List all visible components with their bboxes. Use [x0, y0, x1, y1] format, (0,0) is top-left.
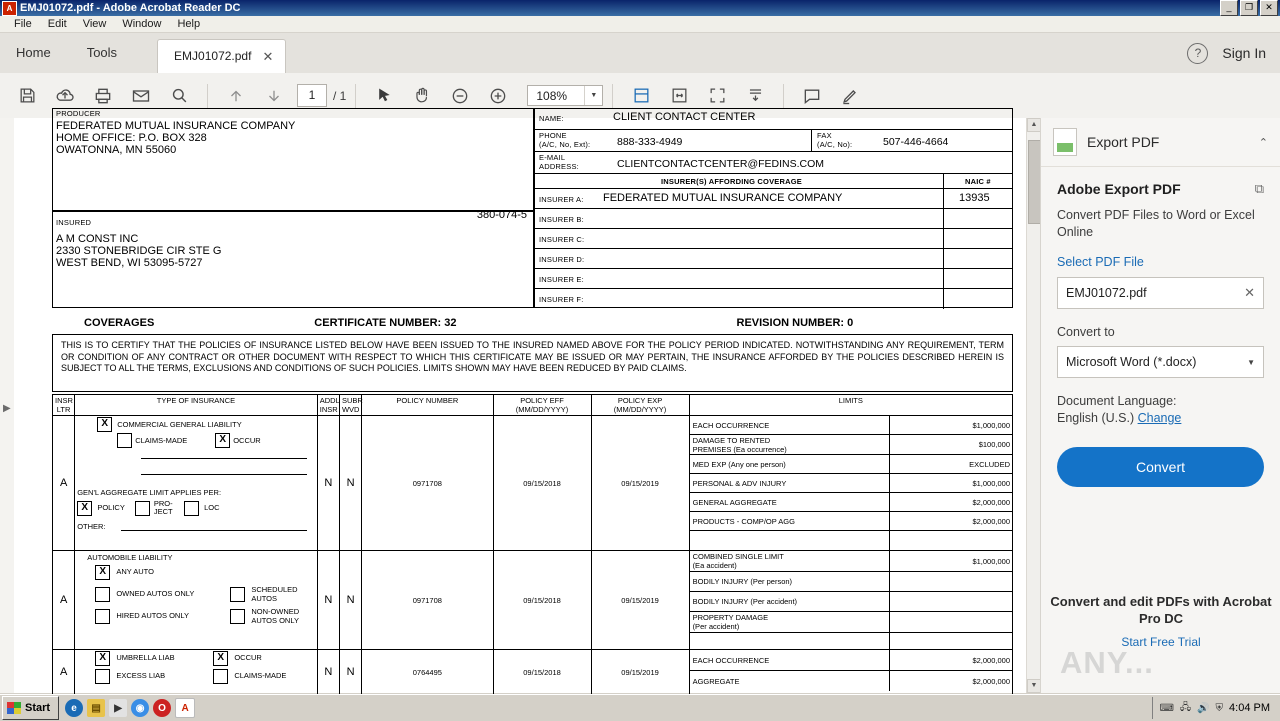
limit-label: BODILY INJURY (Per accident) — [690, 592, 890, 612]
table-row — [53, 650, 1013, 695]
table-row — [53, 551, 1013, 650]
contact-email-label: E-MAIL — [539, 153, 566, 162]
export-pdf-header[interactable] — [1041, 118, 1280, 167]
insurer-b-label: INSURER B: — [539, 215, 584, 224]
limit-value: $2,000,000 — [889, 512, 1012, 531]
limit-value: $2,000,000 — [972, 676, 1010, 686]
chevron-down-icon[interactable]: ▼ — [1247, 357, 1255, 367]
limit-label: GENERAL AGGREGATE — [690, 493, 890, 512]
opera-icon[interactable]: O — [153, 699, 171, 717]
print-icon[interactable] — [88, 81, 118, 111]
limit-label: DAMAGE TO RENTED PREMISES (Ea occurrence) — [690, 435, 890, 455]
volume-icon[interactable]: 🔊 — [1197, 702, 1210, 714]
export-pdf-icon — [1053, 128, 1077, 156]
checkbox-policy[interactable]: X — [77, 501, 92, 516]
row-cgl-subr: N — [339, 416, 361, 551]
clock[interactable]: 4:04 PM — [1229, 702, 1270, 714]
selected-file-name: EMJ01072.pdf — [1066, 286, 1147, 300]
limit-label: EACH OCCURRENCE — [690, 650, 890, 671]
row-umb-subr: N — [339, 650, 361, 695]
contact-phone-sub: (A/C, No, Ext): — [539, 140, 591, 149]
close-button[interactable]: ✕ — [1260, 0, 1278, 16]
row-cgl-addl: N — [317, 416, 339, 551]
page-down-icon[interactable] — [259, 81, 289, 111]
cgl-label: COMMERCIAL GENERAL LIABILITY — [117, 420, 242, 429]
hand-tool-icon[interactable] — [407, 81, 437, 111]
ie-icon[interactable]: e — [65, 699, 83, 717]
convert-to-label: Convert to — [1057, 325, 1115, 339]
start-label: Start — [25, 702, 51, 714]
insured-line-2: 2330 STONEBRIDGE CIR STE G — [56, 245, 222, 257]
col-type-of-insurance: TYPE OF INSURANCE — [75, 395, 318, 416]
insurers-header: INSURER(S) AFFORDING COVERAGE — [661, 177, 802, 186]
producer-line-3: OWATONNA, MN 55060 — [56, 144, 177, 156]
contact-fax-sub: (A/C, No): — [817, 140, 853, 149]
checkbox-scheduled-autos[interactable] — [230, 587, 245, 602]
tab-document-label: EMJ01072.pdf — [174, 49, 252, 63]
auto-liability-label: AUTOMOBILE LIABILITY — [87, 553, 173, 562]
insured-label: INSURED — [56, 218, 92, 227]
limit-value: $2,000,000 — [889, 493, 1012, 512]
claims-made-label: CLAIMS-MADE — [135, 436, 188, 445]
comment-icon[interactable] — [797, 81, 827, 111]
acord-certificate-form — [38, 109, 1013, 686]
checkbox-umb-claims-made[interactable] — [213, 669, 228, 684]
select-pdf-file-link[interactable]: Select PDF File — [1057, 255, 1144, 269]
menu-item-file[interactable]: File — [14, 18, 32, 30]
row-umb-eff: 09/15/2018 — [493, 650, 591, 695]
menu-bar — [0, 16, 1280, 33]
insured-line-3: WEST BEND, WI 53095-5727 — [56, 257, 203, 269]
convert-to-value: Microsoft Word (*.docx) — [1066, 355, 1197, 369]
limit-label — [690, 633, 890, 650]
search-icon[interactable] — [164, 81, 194, 111]
chevron-down-icon[interactable]: ▼ — [584, 86, 602, 105]
policies-table — [52, 394, 1013, 695]
row-umb-exp: 09/15/2019 — [591, 650, 689, 695]
close-icon[interactable]: ✕ — [262, 49, 274, 64]
checkbox-any-auto[interactable]: X — [95, 565, 110, 580]
row-cgl-policy-number: 0971708 — [362, 416, 493, 551]
page-navigator — [297, 84, 346, 107]
insurer-d-label: INSURER D: — [539, 255, 585, 264]
limit-value — [889, 633, 1012, 650]
limit-value: $1,000,000 — [889, 416, 1012, 435]
limit-label: EACH OCCURRENCE — [690, 416, 890, 435]
help-icon[interactable]: ? — [1187, 43, 1208, 64]
page-up-icon[interactable] — [221, 81, 251, 111]
full-screen-icon[interactable] — [702, 81, 732, 111]
limit-label: PERSONAL & ADV INJURY — [690, 474, 890, 493]
save-icon[interactable] — [12, 81, 42, 111]
producer-label: PRODUCER — [56, 109, 101, 118]
contact-phone-label: PHONE — [539, 131, 567, 140]
insured-line-1: A M CONST INC — [56, 233, 139, 245]
limit-label: PRODUCTS - COMP/OP AGG — [690, 512, 890, 531]
convert-to-select[interactable] — [1057, 346, 1264, 378]
limit-value: $1,000,000 — [889, 551, 1012, 572]
scroll-down-button[interactable]: ▼ — [1027, 679, 1041, 693]
policies-table-header — [53, 395, 1013, 416]
contact-name-label: NAME: — [539, 114, 564, 123]
window-title: EMJ01072.pdf - Adobe Acrobat Reader DC — [20, 2, 241, 14]
col-insr-ltr: INSR LTR — [53, 395, 75, 416]
row-umb-type — [75, 650, 318, 695]
export-pdf-subtitle: Convert PDF Files to Word or Excel Online — [1057, 208, 1255, 239]
navigation-pane-strip[interactable] — [0, 118, 15, 693]
fit-page-icon[interactable] — [626, 81, 656, 111]
checkbox-cgl[interactable]: X — [97, 417, 112, 432]
page-number-input[interactable]: 1 — [297, 84, 327, 107]
window-controls — [1220, 0, 1280, 16]
window-title-bar — [0, 0, 1280, 16]
tab-document[interactable] — [157, 39, 286, 73]
vertical-scrollbar[interactable] — [1026, 118, 1041, 693]
non-owned-autos-label: NON-OWNED AUTOS ONLY — [251, 607, 300, 625]
insurer-e-label: INSURER E: — [539, 275, 584, 284]
change-language-link[interactable]: Change — [1137, 411, 1182, 425]
row-auto-addl: N — [317, 551, 339, 650]
umb-occur-label: OCCUR — [234, 653, 262, 663]
pdf-page — [14, 109, 1026, 693]
limit-label — [690, 531, 890, 551]
chevron-up-icon[interactable]: ⌃ — [1258, 136, 1268, 149]
any-auto-label: ANY AUTO — [116, 567, 154, 577]
copy-icon[interactable]: ⧉ — [1254, 181, 1264, 196]
row-auto-insr: A — [53, 551, 75, 650]
checkbox-project[interactable] — [135, 501, 150, 516]
project-label: PRO- JECT — [153, 499, 173, 516]
highlight-pen-icon[interactable] — [835, 81, 865, 111]
windows-flag-icon — [7, 702, 21, 714]
col-subr-wvd: SUBR WVD — [339, 395, 361, 416]
row-cgl-insr: A — [53, 416, 75, 551]
insurer-c-label: INSURER C: — [539, 235, 585, 244]
occur-label: OCCUR — [233, 436, 261, 445]
export-pdf-panel — [1040, 118, 1280, 693]
checkbox-umb-occur[interactable]: X — [213, 651, 228, 666]
keyboard-icon[interactable]: ⌨ — [1159, 702, 1174, 714]
selected-file-field[interactable] — [1057, 277, 1264, 309]
contact-phone-value: 888-333-4949 — [617, 136, 683, 148]
contact-fax-value: 507-446-4664 — [883, 136, 949, 148]
row-auto-type — [75, 551, 318, 650]
insured-code: 380-074-5 — [476, 209, 527, 221]
chrome-icon[interactable]: ◉ — [131, 699, 149, 717]
promo-line-1: Convert and edit PDFs with Acrobat Pro DC — [1050, 594, 1272, 626]
checkbox-hired-autos-only[interactable] — [95, 609, 110, 624]
certificate-disclaimer: THIS IS TO CERTIFY THAT THE POLICIES OF INSURANCE LISTED BELOW HAVE BEEN ISSUED TO THE INSURED NAMED ABOVE FOR THE POLICY PERIOD INDICATED. NOTWITHSTANDING ANY REQUIREMENT, TERM OR CONDITION OF ANY CONTRACT OR OTHER DOCUMENT WITH RESPECT TO WHICH THIS CERTIFICATE MAY BE ISSUED OR MAY PERTAIN, THE INSURANCE AFFORDED BY THE POLICIES DESCRIBED HEREIN IS SUBJECT TO ALL THE TERMS, EXCLUSIONS AND CONDITIONS OF SUCH POLICIES. LIMITS SHOWN MAY HAVE BEEN REDUCED BY PAID CLAIMS. — [52, 334, 1013, 392]
zoom-level-select[interactable] — [527, 85, 603, 106]
coverages-label: COVERAGES — [84, 317, 155, 329]
checkbox-excess-liab[interactable] — [95, 669, 110, 684]
adobe-export-pdf-title: Adobe Export PDF — [1057, 181, 1181, 197]
acrobat-pro-promo — [1041, 593, 1280, 649]
checkbox-owned-autos-only[interactable] — [95, 587, 110, 602]
minimize-button[interactable]: _ — [1220, 0, 1238, 16]
table-row — [53, 416, 1013, 551]
checkbox-loc[interactable] — [184, 501, 199, 516]
col-policy-eff: POLICY EFF (MM/DD/YYYY) — [493, 395, 591, 416]
umbrella-liab-label: UMBRELLA LIAB — [116, 653, 175, 663]
limit-value — [889, 572, 1012, 592]
scroll-mode-icon[interactable] — [740, 81, 770, 111]
contact-name-value: CLIENT CONTACT CENTER — [613, 111, 756, 123]
checkbox-umbrella-liab[interactable]: X — [95, 651, 110, 666]
menu-item-view[interactable]: View — [82, 18, 107, 30]
scroll-up-button[interactable]: ▲ — [1027, 118, 1041, 132]
row-auto-eff: 09/15/2018 — [493, 551, 591, 650]
start-button[interactable] — [2, 696, 59, 720]
checkbox-non-owned-autos-only[interactable] — [230, 609, 245, 624]
limit-value: EXCLUDED — [889, 455, 1012, 474]
row-umb-addl: N — [317, 650, 339, 695]
network-icon[interactable]: 🖧 — [1179, 701, 1192, 713]
row-cgl-eff: 09/15/2018 — [493, 416, 591, 551]
language-value-text: English (U.S.) — [1057, 411, 1135, 425]
row-auto-exp: 09/15/2019 — [591, 551, 689, 650]
excess-liab-label: EXCESS LIAB — [116, 671, 166, 681]
naic-header: NAIC # — [965, 177, 991, 186]
col-policy-number: POLICY NUMBER — [362, 395, 493, 416]
menu-item-help[interactable]: Help — [177, 18, 201, 30]
other-label: OTHER: — [77, 522, 106, 531]
fit-width-icon[interactable] — [664, 81, 694, 111]
producer-line-2: HOME OFFICE: P.O. BOX 328 — [56, 132, 207, 144]
insurer-a-name: FEDERATED MUTUAL INSURANCE COMPANY — [603, 192, 843, 204]
upload-cloud-icon[interactable] — [50, 81, 80, 111]
insurer-a-label: INSURER A: — [539, 195, 584, 204]
select-cursor-icon[interactable] — [369, 81, 399, 111]
document-language-label: Document Language: — [1057, 394, 1177, 408]
row-umb-policy-number: 0764495 — [362, 650, 493, 695]
clear-file-icon[interactable]: ✕ — [1244, 285, 1255, 300]
limit-value — [889, 592, 1012, 612]
row-cgl-type — [75, 416, 318, 551]
insurer-f-label: INSURER F: — [539, 295, 584, 304]
menu-item-window[interactable]: Window — [122, 18, 162, 30]
row-cgl-exp: 09/15/2019 — [591, 416, 689, 551]
checkbox-occur[interactable]: X — [215, 433, 230, 448]
convert-button[interactable]: Convert — [1057, 447, 1264, 487]
maximize-button[interactable]: ❐ — [1240, 0, 1258, 16]
export-pdf-title: Export PDF — [1087, 134, 1160, 150]
row-auto-subr: N — [339, 551, 361, 650]
gen-agg-applies-label: GEN'L AGGREGATE LIMIT APPLIES PER: — [77, 488, 222, 497]
limit-value: $100,000 — [889, 435, 1012, 455]
quick-launch — [65, 698, 195, 718]
limit-value: $2,000,000 — [889, 650, 1012, 671]
tab-tools[interactable]: Tools — [86, 45, 118, 60]
loc-label: LOC — [204, 502, 220, 512]
contact-fax-label: FAX — [817, 131, 832, 140]
limit-value — [889, 531, 1012, 551]
acrobat-icon: A — [2, 1, 17, 16]
start-free-trial-link[interactable]: Start Free Trial — [1121, 635, 1201, 649]
explorer-icon[interactable]: ▤ — [87, 699, 105, 717]
col-policy-exp: POLICY EXP (MM/DD/YYYY) — [591, 395, 689, 416]
limit-label: COMBINED SINGLE LIMIT (Ea accident) — [690, 551, 890, 572]
expand-pane-icon[interactable]: ▶ — [3, 403, 11, 414]
hired-autos-only-label: HIRED AUTOS ONLY — [116, 611, 189, 621]
limit-label: AGGREGATE — [690, 671, 890, 692]
sign-in-button[interactable]: Sign In — [1222, 45, 1266, 61]
limit-value: $1,000,000 — [889, 474, 1012, 493]
revision-number: REVISION NUMBER: 0 — [736, 317, 854, 329]
document-language-value — [1057, 411, 1264, 425]
policy-label: POLICY — [97, 502, 125, 512]
zoom-level-value: 108% — [536, 88, 568, 103]
system-tray — [1152, 697, 1280, 719]
scheduled-autos-label: SCHEDULED AUTOS — [251, 585, 298, 603]
shield-icon[interactable]: ⛨ — [1215, 702, 1224, 714]
tab-home[interactable]: Home — [16, 45, 51, 60]
coverages-bar — [52, 314, 1013, 332]
insurer-a-naic: 13935 — [959, 192, 990, 204]
page-total-label: / 1 — [333, 88, 347, 103]
col-addl-insr: ADDL INSR — [317, 395, 339, 416]
checkbox-claims-made[interactable] — [117, 433, 132, 448]
certificate-number: CERTIFICATE NUMBER: 32 — [314, 317, 457, 329]
menu-item-edit[interactable]: Edit — [47, 18, 67, 30]
col-limits: LIMITS — [689, 395, 1012, 416]
media-player-icon[interactable]: ▶ — [109, 699, 127, 717]
row-umb-insr: A — [53, 650, 75, 695]
row-auto-policy-number: 0971708 — [362, 551, 493, 650]
taskbar — [0, 694, 1280, 721]
acrobat-icon[interactable]: A — [175, 698, 195, 718]
zoom-in-icon[interactable] — [483, 81, 513, 111]
owned-autos-only-label: OWNED AUTOS ONLY — [116, 589, 195, 599]
limit-label: BODILY INJURY (Per person) — [690, 572, 890, 592]
contact-email-sub: ADDRESS: — [539, 162, 579, 171]
watermark: ANY... — [1060, 645, 1154, 680]
zoom-out-icon[interactable] — [445, 81, 475, 111]
email-icon[interactable] — [126, 81, 156, 111]
limit-value — [889, 612, 1012, 633]
contact-email-value: CLIENTCONTACTCENTER@FEDINS.COM — [617, 158, 825, 170]
app-tab-bar — [0, 33, 1280, 74]
limit-label: MED EXP (Any one person) — [690, 455, 890, 474]
producer-line-1: FEDERATED MUTUAL INSURANCE COMPANY — [56, 120, 296, 132]
umb-claims-made-label: CLAIMS-MADE — [234, 671, 287, 681]
limit-label: PROPERTY DAMAGE (Per accident) — [690, 612, 890, 633]
